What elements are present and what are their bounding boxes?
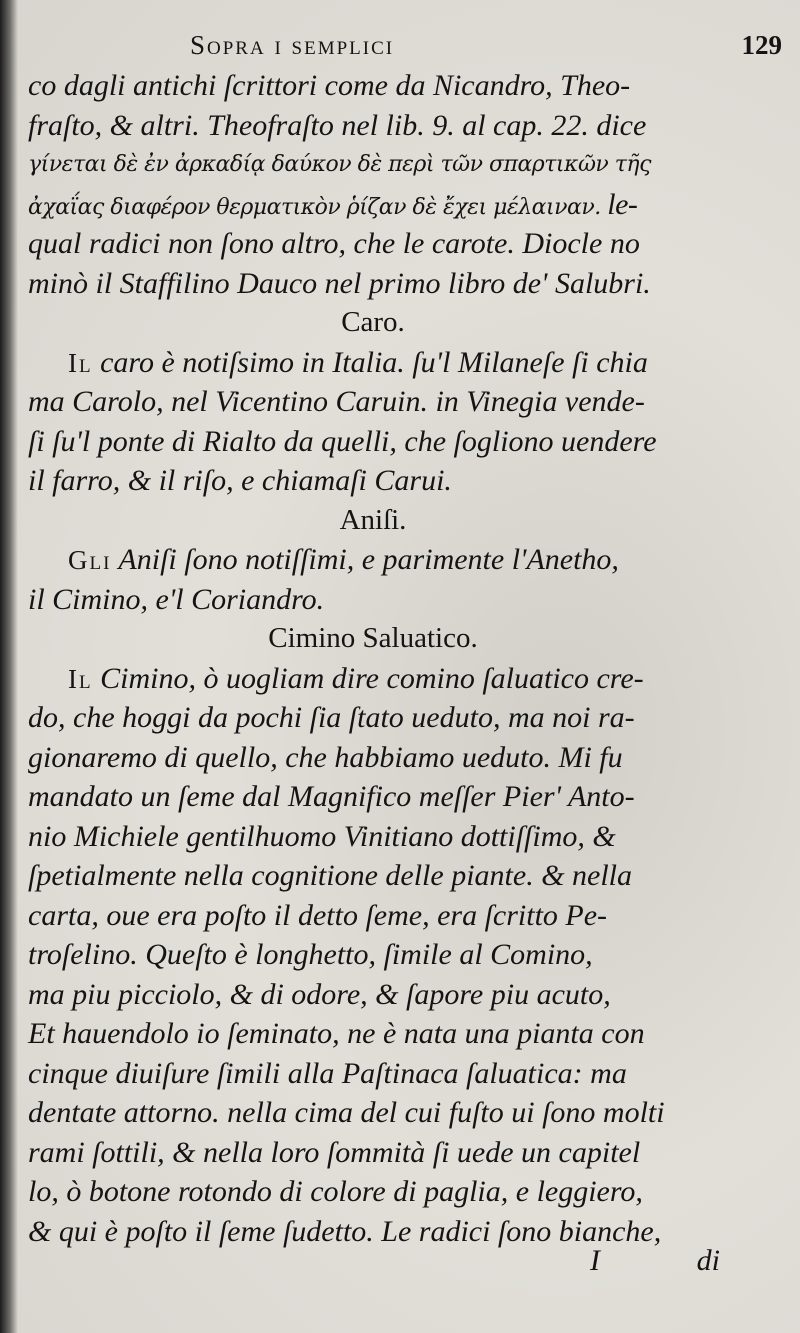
text-line: ma Carolo, nel Vicentino Caruin. in Vinegia vende- <box>28 385 645 418</box>
section-heading-caro: Caro. <box>341 306 405 338</box>
body-text <box>28 66 718 1251</box>
text-line: & qui è poſto il ſeme ſudetto. Le radici ſono bianche, <box>28 1214 662 1248</box>
text-line: dentate attorno. nella cima del cui fuſto ui ſono molti <box>28 1096 665 1129</box>
text-line: mandato un ſeme dal Magnifico meſſer Pier' Anto- <box>28 780 635 813</box>
text-line: Et hauendolo io ſeminato, ne è nata una pianta con <box>28 1017 645 1050</box>
text-line: co dagli antichi ſcrittori come da Nicandro, Theo- <box>28 69 631 102</box>
text-line <box>28 343 718 383</box>
section-heading-anisi: Aniſi. <box>339 503 407 536</box>
text-line: il farro, & il riſo, e chiamaſi Carui. <box>28 464 452 497</box>
page-header <box>40 28 786 64</box>
text-line: do, che hoggi da pochi ſia ſtato ueduto, ma noi ra- <box>28 701 635 734</box>
catchword: di <box>696 1244 720 1277</box>
text-line: ma piu picciolo, & di odore, & ſapore piu acuto, <box>28 977 611 1011</box>
text-line <box>28 540 718 580</box>
text-line: nio Michiele gentilhuomo Vinitiano dottiſſimo, & <box>28 819 616 853</box>
running-title: Sopra i semplici <box>190 30 395 60</box>
greek-text: ἀχαΐας διαφέρον θερματικὸν ῥίζαν δὲ ἔχει μέλαιναν. <box>28 194 601 220</box>
text-line: qual radici non ſono altro, che le carote. Diocle no <box>28 227 640 260</box>
text-line: ſi ſu'l ponte di Rialto da quelli, che ſogliono uendere <box>28 424 657 458</box>
page-number: 129 <box>741 30 782 60</box>
signature-mark: I <box>590 1244 600 1277</box>
text-line: ſpetialmente nella cognitione delle piante. & nella <box>28 859 633 892</box>
text-line: cinque diuiſure ſimili alla Paſtinaca ſaluatica: ma <box>28 1056 627 1090</box>
greek-quotation-line: γίνεται δὲ ἐν ἀρκαδίᾳ δαύκον δὲ περὶ τῶν σπαρτικῶν τῆς <box>28 152 651 177</box>
binding-gutter-shadow <box>0 0 18 1333</box>
text-line: carta, oue era poſto il detto ſeme, era ſcritto Pe- <box>28 898 608 932</box>
text-line: lo, ò botone rotondo di colore di paglia, e leggiero, <box>28 1175 643 1208</box>
page-footer <box>590 1244 720 1284</box>
text-line: fraſto, & altri. Theofraſto nel lib. 9. al cap. 22. dice <box>28 108 647 142</box>
text-line <box>28 659 718 699</box>
text-line: minò il Staffilino Dauco nel primo libro de' Salubri. <box>28 266 651 300</box>
greek-quotation-line <box>28 185 718 225</box>
paragraph-lead-word: Il <box>68 347 93 378</box>
text-line: rami ſottili, & nella loro ſommità ſi uede un capitel <box>28 1135 641 1169</box>
text-fragment: Cimino, ò uogliam dire comino ſaluatico cre- <box>100 661 644 695</box>
text-fragment: le- <box>607 187 638 221</box>
paragraph-lead-word: Gli <box>68 545 112 575</box>
text-line: gionaremo di quello, che habbiamo ueduto. Mi fu <box>28 740 623 774</box>
paragraph-lead-word: Il <box>68 663 93 694</box>
text-fragment: caro è notiſsimo in Italia. ſu'l Milaneſe ſi chia <box>100 345 648 379</box>
text-line: troſelino. Queſto è longhetto, ſimile al Comino, <box>28 938 593 971</box>
section-heading-cimino-saluatico: Cimino Saluatico. <box>268 622 478 654</box>
text-line: il Cimino, e'l Coriandro. <box>28 582 325 616</box>
text-fragment: Aniſi ſono notiſſimi, e parimente l'Anetho, <box>118 543 619 576</box>
